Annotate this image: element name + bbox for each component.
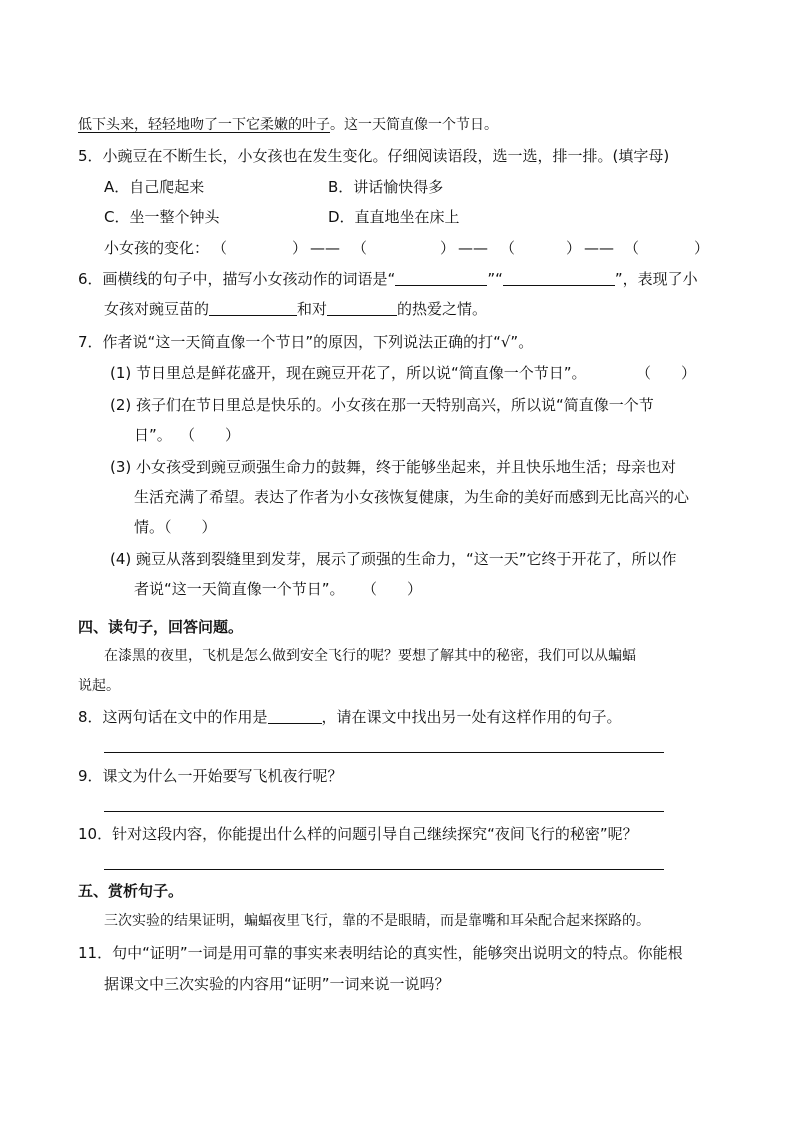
q6-blank-3[interactable] [209,299,297,316]
passage-top-rest: 。这一天简直像一个节日。 [330,117,498,133]
q10-answer-line[interactable] [104,869,664,870]
q5-slot-1-close: ） [292,239,308,257]
q7-item-3-line-3 [134,516,217,538]
q7-item-1-answer[interactable]: （ ） [636,364,697,382]
q7-item-4-line-2 [134,578,345,600]
q7-item-1-text: (1) 节日里总是鲜花盛开，现在豌豆开花了，所以说“简直像一个节日”。 [110,364,587,382]
q11-line-2: 据课文中三次实验的内容用“证明”一词来说一说吗？ [104,975,450,993]
q8-part-a: 8．这两句话在文中的作用是 [78,708,268,726]
q7-item-3-line-1: (3) 小女孩受到豌豆顽强生命力的鼓舞，终于能够坐起来，并且快乐地生活；母亲也对 [110,458,677,476]
q7-item-2-answer[interactable]: （ ） [180,426,241,444]
underlined-sentence: 低下头来，轻轻地吻了一下它柔嫩的叶子 [78,117,330,133]
q9-question: 9．课文为什么一开始要写飞机夜行呢？ [78,767,343,785]
q6-blank-2[interactable] [503,269,615,286]
q5-stem: 5．小豌豆在不断生长，小女孩也在发生变化。仔细阅读语段，选一选，排一排。(填字母) [78,147,670,165]
q7-stem: 7．作者说“这一天简直像一个节日”的原因，下列说法正确的打“√”。 [78,333,534,351]
q5-slot-2-close: ） [440,239,456,257]
q5-slot-3-open[interactable]: （ [500,239,516,257]
q5-option-a: A．自己爬起来 [104,178,205,196]
q7-item-4-answer[interactable]: （ ） [362,580,423,598]
q6-quote-mid: ”“ [487,270,503,288]
q10-question: 10．针对这段内容，你能提出什么样的问题引导自己继续探究“夜间飞行的秘密”呢？ [78,825,638,843]
q7-item-3-text: 情。 [134,518,165,536]
q7-item-1 [110,362,587,384]
passage-top-line [78,114,498,136]
q8-line [78,706,622,728]
q5-dash-1: —— [310,239,340,257]
q5-option-b: B．讲话愉快得多 [328,178,444,196]
section4-quote-line-2: 说起。 [78,678,120,694]
q8-part-b: ，请在课文中找出另一处有这样作用的句子。 [321,708,622,726]
q8-blank[interactable] [268,707,322,724]
q5-slot-4-open[interactable]: （ [624,239,640,257]
section5-quote: 三次实验的结果证明，蝙蝠夜里飞行，靠的不是眼睛，而是靠嘴和耳朵配合起来探路的。 [104,913,650,929]
q5-dash-2: —— [458,239,488,257]
q6-line2-b: 和对 [297,300,328,318]
q5-slot-1-open[interactable]: （ [212,239,228,257]
q8-answer-line[interactable] [104,752,664,753]
q6-blank-4[interactable] [327,299,397,316]
q6-line2-c: 的热爱之情。 [397,300,488,318]
section5-heading: 五、赏析句子。 [78,882,184,900]
q6-part2: ”，表现了小 [614,270,698,288]
q6-line-1 [78,268,698,290]
q5-dash-3: —— [584,239,614,257]
q5-sequence-row [104,237,209,259]
q7-item-2-line-1: (2) 孩子们在节日里总是快乐的。小女孩在那一天特别高兴，所以说“简直像一个节 [110,396,654,414]
q6-blank-1[interactable] [395,269,487,286]
q11-line-1: 11．句中“证明”一词是用可靠的事实来表明结论的真实性，能够突出说明文的特点。你能根 [78,944,683,962]
section4-quote-line-1: 在漆黑的夜里，飞机是怎么做到安全飞行的呢？要想了解其中的秘密，我们可以从蝙蝠 [104,648,636,664]
q6-line-2 [104,298,487,320]
q7-item-2-line-2 [134,424,172,446]
q7-item-4-line-1: (4) 豌豆从落到裂缝里到发芽，展示了顽强的生命力，“这一天”它终于开花了，所以作 [110,550,677,568]
q5-option-c: C．坐一整个钟头 [104,208,220,226]
q7-item-4-text: 者说“这一天简直像一个节日”。 [134,580,345,598]
q5-option-d: D．直直地坐在床上 [328,208,460,226]
q6-part1: 6．画横线的句子中，描写小女孩动作的词语是“ [78,270,396,288]
q7-item-3-answer[interactable]: （ ） [164,518,217,536]
q9-answer-line[interactable] [104,811,664,812]
q7-item-3-line-2: 生活充满了希望。表达了作者为小女孩恢复健康，为生命的美好而感到无比高兴的心 [134,488,690,506]
q5-sequence-label: 小女孩的变化： [104,239,210,257]
q5-slot-2-open[interactable]: （ [352,239,368,257]
q5-slot-4-close: ） [694,239,710,257]
q6-line2-a: 女孩对豌豆苗的 [104,300,210,318]
q5-slot-3-close: ） [566,239,582,257]
section4-heading: 四、读句子，回答问题。 [78,618,244,636]
q7-item-2-text: 日”。 [134,426,172,444]
